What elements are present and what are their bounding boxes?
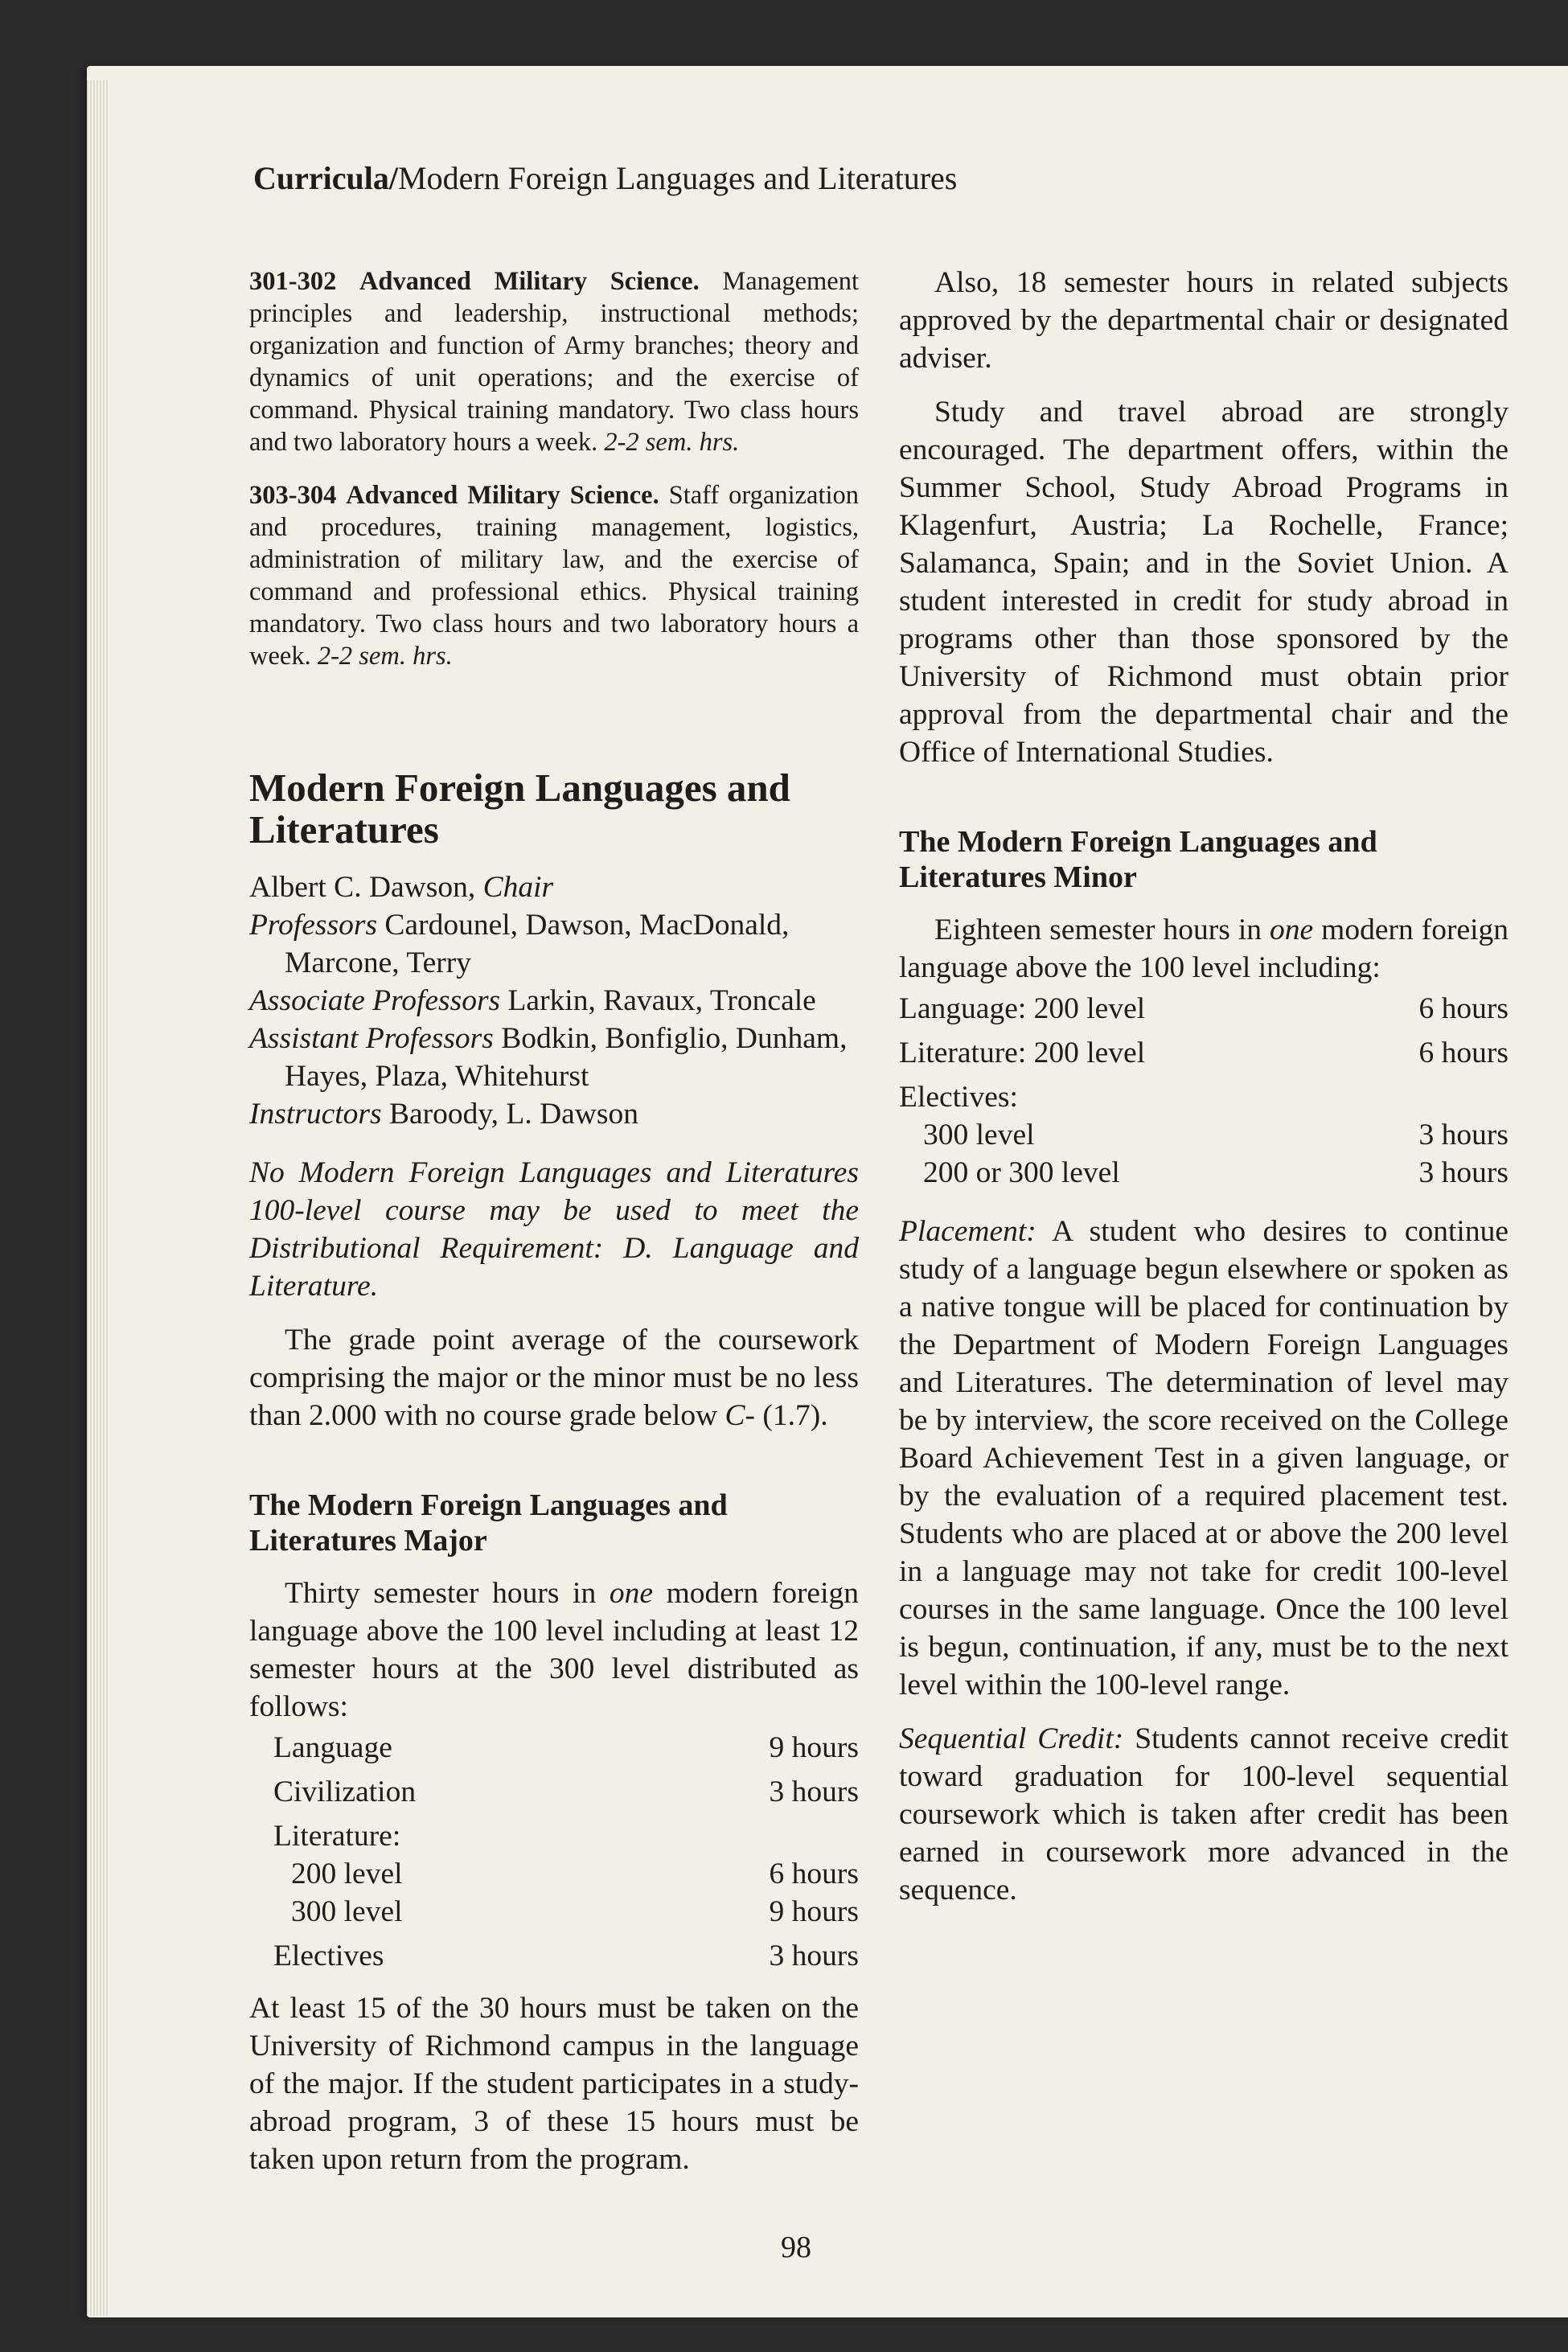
requirement-label: Language: 200 level <box>899 992 1146 1025</box>
gpa-grade: C- <box>724 1399 756 1432</box>
left-column <box>249 265 859 2194</box>
chair-name: Albert C. Dawson, <box>249 871 476 904</box>
requirement-label: 200 level <box>291 1857 403 1890</box>
requirement-hours: 3 hours <box>769 1775 859 1808</box>
requirement-label: Electives: <box>899 1081 1018 1114</box>
faculty-role: Assistant Professors <box>249 1022 494 1055</box>
requirement-hours: 3 hours <box>1418 1119 1508 1151</box>
major-requirements <box>249 1729 859 1975</box>
major-intro-emphasis: one <box>609 1577 653 1610</box>
faculty-group <box>249 982 859 1020</box>
course-description: Management principles and leadership, instructional methods; organization and function of Army branches; theory and dynamics of unit operations; and the exercise of command. Physical training mandatory. Two class hours and two laboratory hours a week. <box>249 267 859 457</box>
gpa-paragraph <box>249 1321 859 1435</box>
requirement-group-label <box>249 1817 859 1855</box>
faculty-role: Professors <box>249 909 378 942</box>
distribution-note: No Modern Foreign Languages and Literatures 100-level course may be used to meet the Distributional Requirement: D. Language and Literature. <box>249 1156 859 1303</box>
minor-intro <box>899 911 1508 987</box>
placement-text: A student who desires to continue study of a language begun elsewhere or spoken as a native tongue will be placed for continuation by the Department of Modern Foreign Languages and Literatures. The determination of level may be by interview, the score received on the College Board Achievement Test in a given language, or by the evaluation of a required placement test. Students who are placed at or above the 200 level in a language may not take for credit 100-level courses in the same language. Once the 100 level is begun, continuation, if any, must be to the next level within the 100-level range. <box>899 1215 1508 1701</box>
faculty-group <box>249 1020 859 1095</box>
course-entry <box>249 479 859 672</box>
requirement-label: 300 level <box>291 1895 403 1928</box>
requirement-hours: 6 hours <box>1418 1036 1508 1069</box>
course-number: 303-304 <box>249 481 337 510</box>
requirement-hours: 6 hours <box>1418 992 1508 1025</box>
minor-intro-a: Eighteen semester hours in <box>934 913 1270 946</box>
requirement-row <box>249 1773 859 1811</box>
campus-requirement-paragraph: At least 15 of the 30 hours must be taken on the University of Richmond campus in the language of the major. If the student participates in a study-abroad program, 3 of these 15 hours must be taken upon return from the program. <box>249 1992 859 2176</box>
requirement-row <box>899 1034 1508 1072</box>
major-intro-b: modern foreign language above the 100 level including at least 12 semester hours at the 300 level distributed as follows: <box>249 1577 859 1723</box>
gpa-end: (1.7). <box>755 1399 828 1432</box>
course-title: Advanced Military Science. <box>359 267 700 296</box>
page-number: 98 <box>781 2231 811 2264</box>
course-description: Staff organization and procedures, training management, logistics, administration of military law, and the exercise of command and professional ethics. Physical training mandatory. Two class hours and two laboratory hours a week. <box>249 481 860 671</box>
requirement-group-label <box>899 1078 1508 1116</box>
gpa-text: The grade point average of the coursework comprising the major or the minor must be no less than 2.000 with no course grade below <box>249 1324 859 1432</box>
chair-role: Chair <box>482 871 554 904</box>
faculty-names: Cardounel, Dawson, MacDonald, Marcone, Terry <box>285 909 790 979</box>
minor-requirements <box>899 990 1508 1192</box>
requirement-label: Electives <box>273 1939 384 1972</box>
requirement-row <box>249 1937 859 1975</box>
minor-heading: The Modern Foreign Languages and Literatures Minor <box>899 825 1377 894</box>
major-intro-a: Thirty semester hours in <box>285 1577 610 1610</box>
running-head <box>253 158 1299 199</box>
requirement-hours: 3 hours <box>1418 1156 1508 1189</box>
requirement-row <box>249 1855 859 1893</box>
faculty-list <box>249 868 859 1133</box>
requirement-label: Literature: <box>273 1820 401 1853</box>
faculty-names: Larkin, Ravaux, Troncale <box>507 984 816 1017</box>
related-subjects-paragraph: Also, 18 semester hours in related subjects approved by the departmental chair or designated adviser. <box>899 266 1508 375</box>
course-hours: 2-2 sem. hrs. <box>604 428 740 457</box>
faculty-role: Instructors <box>249 1098 382 1131</box>
faculty-group <box>249 1095 859 1133</box>
course-title: Advanced Military Science. <box>346 481 659 510</box>
requirement-label: Literature: 200 level <box>899 1036 1146 1069</box>
major-heading: The Modern Foreign Languages and Literatures Major <box>249 1488 728 1558</box>
minor-intro-b: modern foreign language above the 100 level including: <box>899 913 1509 984</box>
sequential-credit-text: Students cannot receive credit toward graduation for 100-level sequential coursework which is taken after credit has been earned in coursework more advanced in the sequence. <box>899 1722 1508 1907</box>
requirement-label: 200 or 300 level <box>923 1156 1120 1189</box>
requirement-row <box>249 1893 859 1931</box>
requirement-row <box>899 1154 1508 1192</box>
requirement-label: Language <box>273 1731 392 1764</box>
requirement-row <box>249 1729 859 1767</box>
sequential-credit-paragraph <box>899 1720 1508 1909</box>
sequential-credit-label: Sequential Credit: <box>899 1722 1124 1755</box>
faculty-names: Bodkin, Bonfiglio, Dunham, Hayes, Plaza, Whitehurst <box>285 1022 848 1093</box>
right-column <box>899 264 1508 1925</box>
page-edge <box>87 80 109 2316</box>
course-hours: 2-2 sem. hrs. <box>317 642 453 671</box>
placement-label: Placement: <box>899 1215 1036 1248</box>
department-heading: Modern Foreign Languages and Literatures <box>249 766 790 852</box>
major-intro <box>249 1574 859 1726</box>
faculty-names: Baroody, L. Dawson <box>388 1098 638 1131</box>
requirement-label: Civilization <box>273 1775 417 1808</box>
requirement-hours: 6 hours <box>769 1857 859 1890</box>
requirement-row <box>899 990 1508 1028</box>
faculty-group <box>249 906 859 982</box>
minor-intro-emphasis: one <box>1270 913 1314 946</box>
study-abroad-paragraph: Study and travel abroad are strongly encouraged. The department offers, within the Summer School, Study Abroad Programs in Klagenfurt, Austria; La Rochelle, France; Salamanca, Spain; and in the Soviet Union. A student interested in credit for study abroad in programs other than those sponsored by the University of Richmond must obtain prior approval from the departmental chair and the Office of International Studies. <box>899 396 1508 769</box>
course-number: 301-302 <box>249 267 337 296</box>
running-head-section: Curricula <box>253 160 389 196</box>
faculty-role: Associate Professors <box>249 984 501 1017</box>
requirement-hours: 3 hours <box>769 1939 859 1972</box>
requirement-row <box>899 1116 1508 1154</box>
faculty-chair <box>249 868 859 906</box>
placement-paragraph <box>899 1213 1508 1704</box>
running-head-title: Modern Foreign Languages and Literatures <box>398 160 958 196</box>
course-entry <box>249 265 859 458</box>
requirement-hours: 9 hours <box>769 1731 859 1764</box>
requirement-hours: 9 hours <box>769 1895 859 1928</box>
requirement-label: 300 level <box>923 1119 1035 1151</box>
running-head-separator: / <box>388 160 398 196</box>
